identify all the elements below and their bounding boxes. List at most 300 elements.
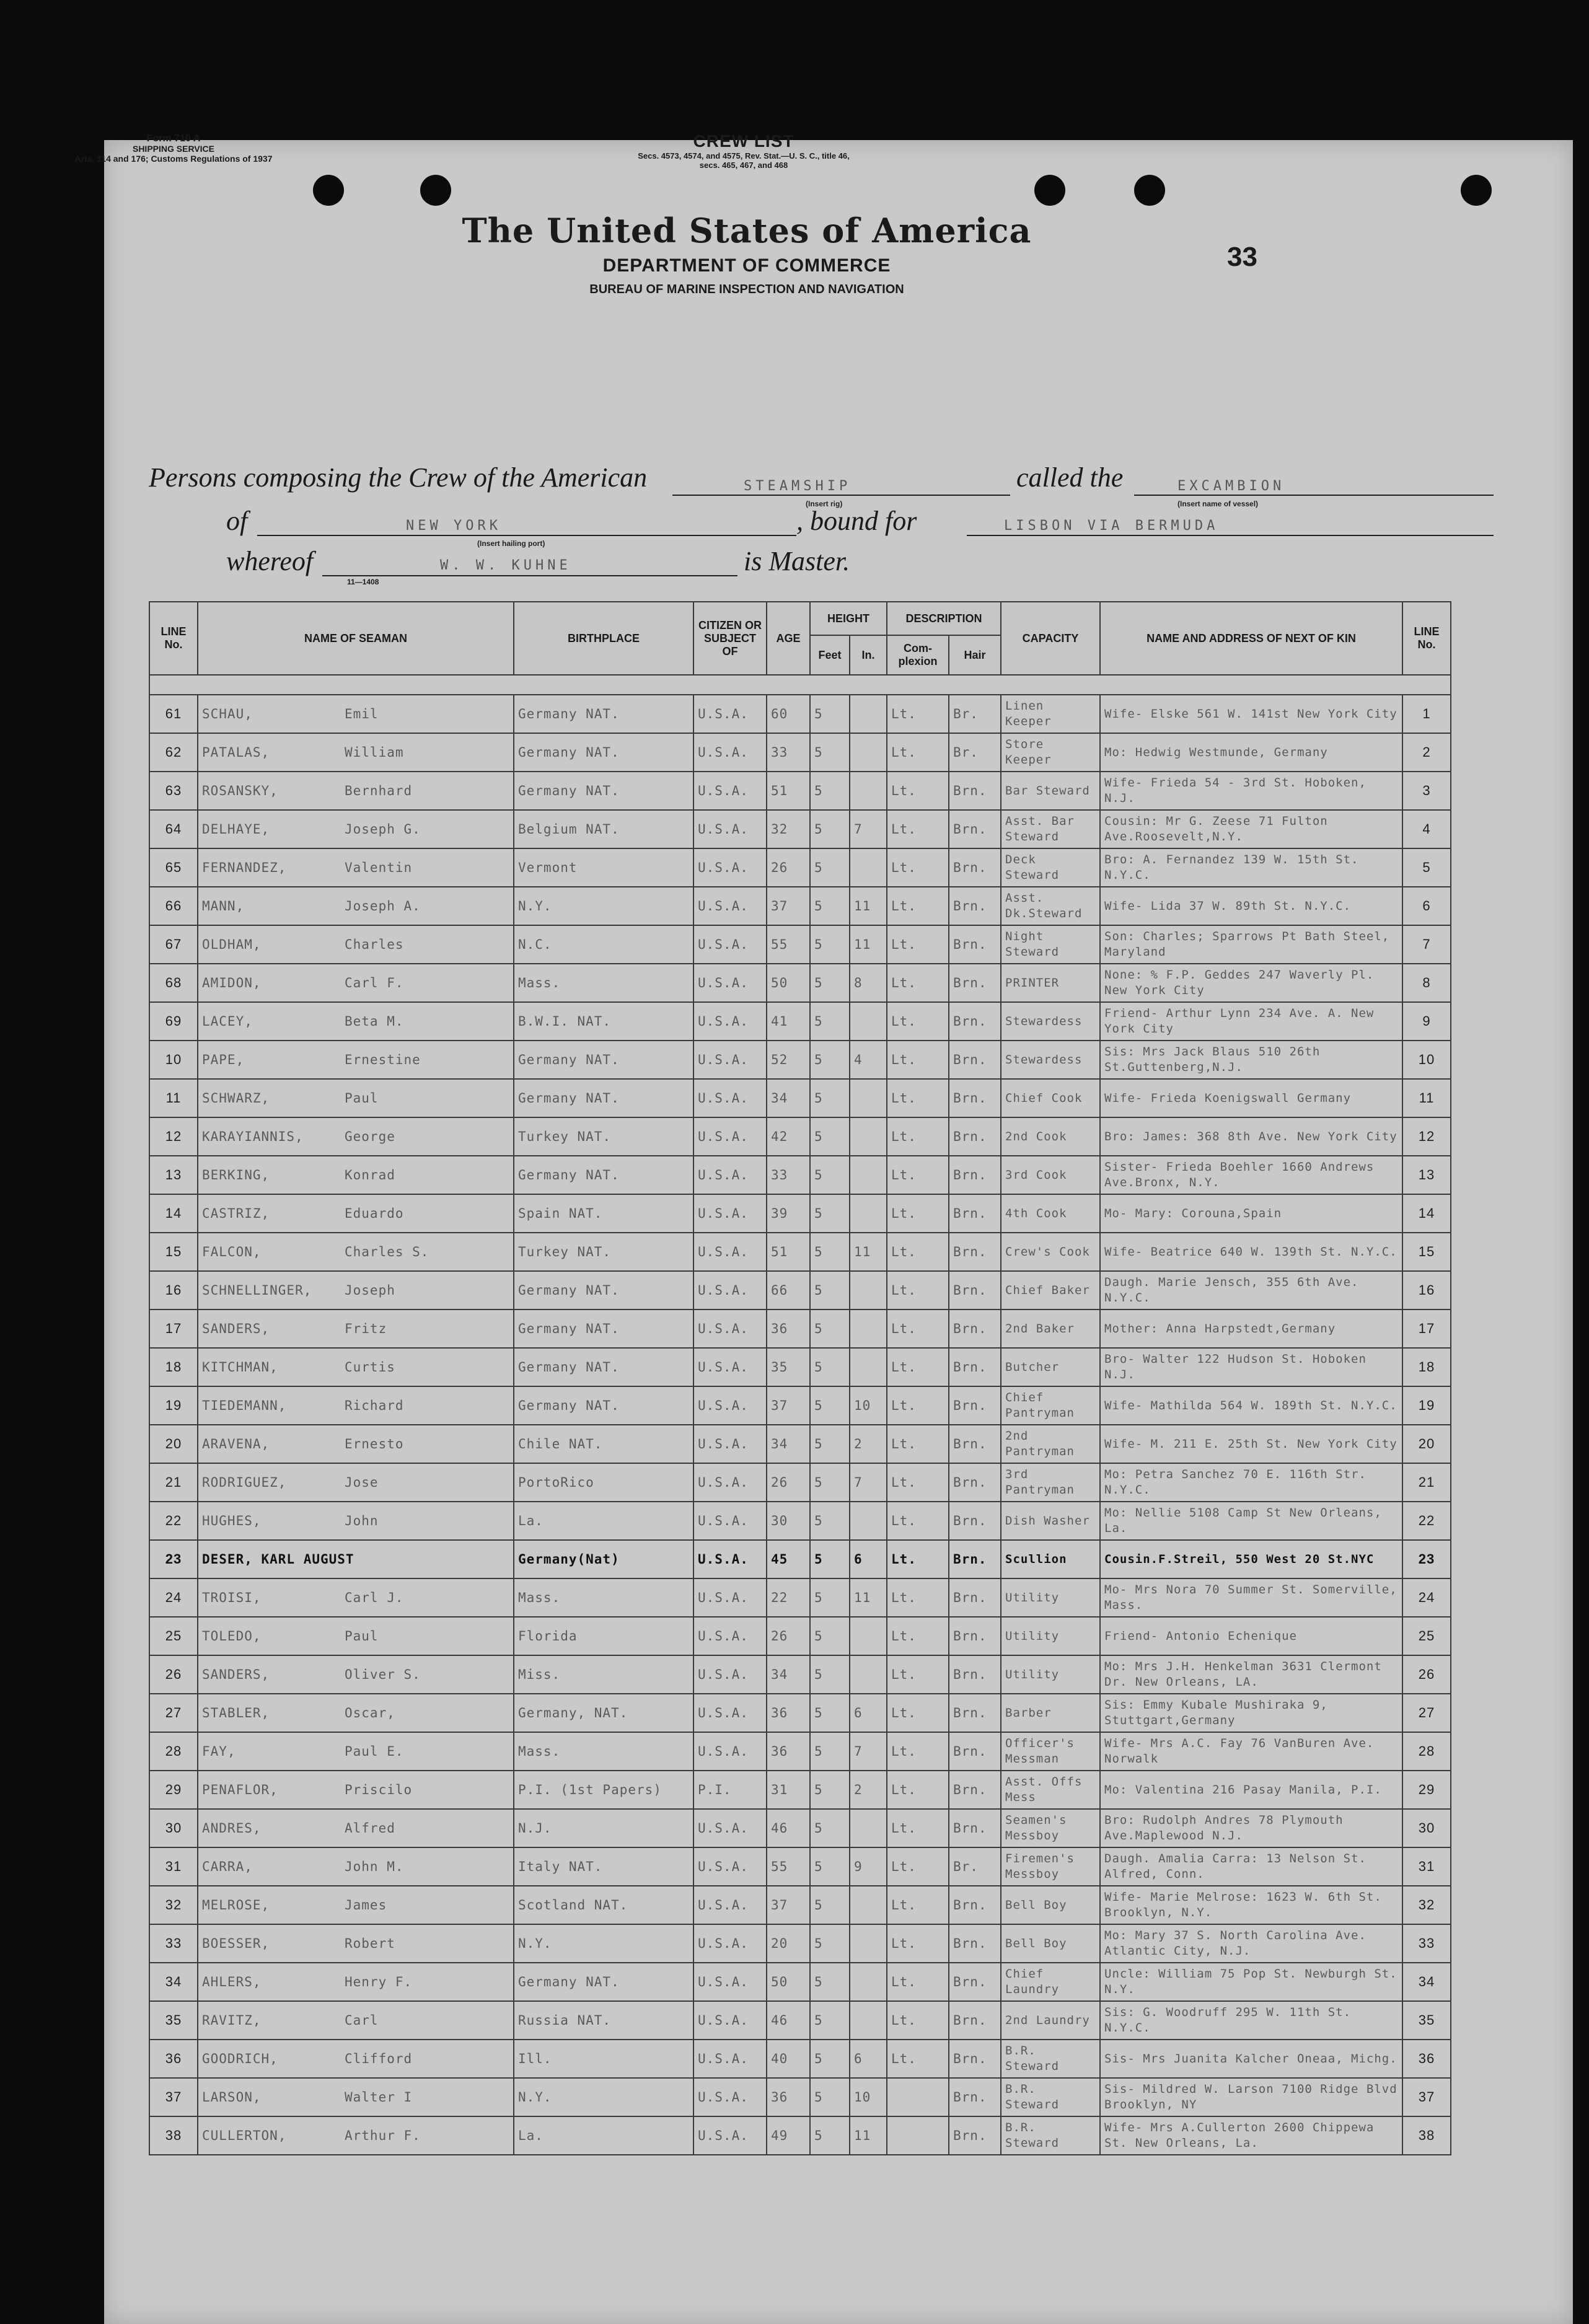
seaman-name xyxy=(198,1886,514,1924)
given-name: James xyxy=(345,1898,387,1912)
birthplace: Florida xyxy=(514,1617,693,1655)
age: 60 xyxy=(767,695,810,733)
birthplace: Germany NAT. xyxy=(514,1386,693,1425)
table-row xyxy=(149,887,1451,925)
birthplace: Germany NAT. xyxy=(514,1963,693,2001)
capacity: Firemen's Messboy xyxy=(1001,1847,1100,1886)
given-name: John M. xyxy=(345,1859,404,1874)
capacity: Deck Steward xyxy=(1001,848,1100,887)
bound-for-label: , bound for xyxy=(796,506,917,536)
age: 34 xyxy=(767,1655,810,1694)
capacity: 2nd Pantryman xyxy=(1001,1425,1100,1463)
given-name: Henry F. xyxy=(345,1974,413,1989)
birthplace: N.J. xyxy=(514,1809,693,1847)
height-feet: 5 xyxy=(810,1156,850,1194)
birthplace: Germany(Nat) xyxy=(514,1540,693,1578)
next-of-kin: None: % F.P. Geddes 247 Waverly Pl. New York City xyxy=(1100,964,1402,1002)
hair-color: Brn. xyxy=(949,1079,1001,1117)
height-feet: 5 xyxy=(810,1540,850,1578)
hair-color: Brn. xyxy=(949,1924,1001,1963)
given-name: Emil xyxy=(345,706,379,721)
line-number-left: 16 xyxy=(149,1271,198,1309)
citizenship: U.S.A. xyxy=(693,1463,767,1502)
age: 31 xyxy=(767,1771,810,1809)
birthplace: Belgium NAT. xyxy=(514,810,693,848)
surname: CASTRIZ, xyxy=(202,1206,270,1221)
capacity: Officer's Messman xyxy=(1001,1732,1100,1771)
height-feet: 5 xyxy=(810,1271,850,1309)
capacity: Butcher xyxy=(1001,1348,1100,1386)
table-row xyxy=(149,1271,1451,1309)
birthplace: La. xyxy=(514,2116,693,2155)
line-number-left: 26 xyxy=(149,1655,198,1694)
capacity: 2nd Cook xyxy=(1001,1117,1100,1156)
destination: LISBON VIA BERMUDA xyxy=(1004,518,1219,534)
line-number-right: 32 xyxy=(1402,1886,1451,1924)
of-label: of xyxy=(226,506,248,536)
table-row xyxy=(149,2040,1451,2078)
table-row xyxy=(149,1617,1451,1655)
table-row xyxy=(149,1002,1451,1041)
capacity: Dish Washer xyxy=(1001,1502,1100,1540)
height-feet: 5 xyxy=(810,1963,850,2001)
height-inches: 7 xyxy=(850,1463,887,1502)
capacity: Asst. Offs Mess xyxy=(1001,1771,1100,1809)
height-feet: 5 xyxy=(810,964,850,1002)
height-feet: 5 xyxy=(810,887,850,925)
height-feet: 5 xyxy=(810,1002,850,1041)
page-number: 33 xyxy=(1227,242,1257,272)
line-number-right: 28 xyxy=(1402,1732,1451,1771)
given-name: Oliver S. xyxy=(345,1667,421,1682)
hair-color: Brn. xyxy=(949,1194,1001,1233)
line-number-right: 1 xyxy=(1402,695,1451,733)
table-row xyxy=(149,772,1451,810)
age: 37 xyxy=(767,1386,810,1425)
seaman-name xyxy=(198,810,514,848)
seaman-name xyxy=(198,733,514,772)
given-name: Priscilo xyxy=(345,1782,413,1797)
citizenship: U.S.A. xyxy=(693,1617,767,1655)
next-of-kin: Mother: Anna Harpstedt,Germany xyxy=(1100,1309,1402,1348)
seaman-name xyxy=(198,1002,514,1041)
capacity: B.R. Steward xyxy=(1001,2116,1100,2155)
line-number-right: 30 xyxy=(1402,1809,1451,1847)
line-number-left: 68 xyxy=(149,964,198,1002)
age: 46 xyxy=(767,1809,810,1847)
surname: KARAYIANNIS, xyxy=(202,1129,304,1144)
height-inches: 11 xyxy=(850,887,887,925)
birthplace: Ill. xyxy=(514,2040,693,2078)
citizenship: U.S.A. xyxy=(693,1886,767,1924)
citizenship: U.S.A. xyxy=(693,1271,767,1309)
line-number-right: 14 xyxy=(1402,1194,1451,1233)
height-inches: 2 xyxy=(850,1771,887,1809)
height-inches xyxy=(850,695,887,733)
capacity: Bell Boy xyxy=(1001,1924,1100,1963)
line-number-left: 20 xyxy=(149,1425,198,1463)
height-inches: 4 xyxy=(850,1041,887,1079)
birthplace: Germany NAT. xyxy=(514,1079,693,1117)
line-number-right: 19 xyxy=(1402,1386,1451,1425)
hair-color: Brn. xyxy=(949,2116,1001,2155)
line-number-left: 24 xyxy=(149,1578,198,1617)
hair-color: Brn. xyxy=(949,1617,1001,1655)
height-feet: 5 xyxy=(810,1041,850,1079)
complexion: Lt. xyxy=(887,1655,949,1694)
next-of-kin: Wife- Mrs A.Cullerton 2600 Chippewa St. New Orleans, La. xyxy=(1100,2116,1402,2155)
line-number-left: 15 xyxy=(149,1233,198,1271)
line-number-left: 12 xyxy=(149,1117,198,1156)
capacity: 2nd Laundry xyxy=(1001,2001,1100,2040)
citizenship: U.S.A. xyxy=(693,1309,767,1348)
col-hair: Hair xyxy=(949,635,1001,675)
citizenship: U.S.A. xyxy=(693,1694,767,1732)
line-number-right: 22 xyxy=(1402,1502,1451,1540)
surname: PAPE, xyxy=(202,1052,245,1067)
birthplace: Germany, NAT. xyxy=(514,1694,693,1732)
height-inches xyxy=(850,772,887,810)
seaman-name xyxy=(198,1809,514,1847)
hair-color: Brn. xyxy=(949,2040,1001,2078)
seaman-name xyxy=(198,1847,514,1886)
age: 26 xyxy=(767,1617,810,1655)
hair-color: Brn. xyxy=(949,1771,1001,1809)
line-number-left: 32 xyxy=(149,1886,198,1924)
line-number-left: 67 xyxy=(149,925,198,964)
line-number-right: 33 xyxy=(1402,1924,1451,1963)
citizenship: U.S.A. xyxy=(693,1386,767,1425)
given-name: Beta M. xyxy=(345,1014,404,1029)
capacity: Bell Boy xyxy=(1001,1886,1100,1924)
line-number-left: 17 xyxy=(149,1309,198,1348)
surname: GOODRICH, xyxy=(202,2051,278,2066)
given-name: Walter I xyxy=(345,2090,413,2105)
height-inches xyxy=(850,1079,887,1117)
table-row xyxy=(149,1963,1451,2001)
next-of-kin: Mo: Valentina 216 Pasay Manila, P.I. xyxy=(1100,1771,1402,1809)
hair-color: Brn. xyxy=(949,1540,1001,1578)
table-row xyxy=(149,964,1451,1002)
height-feet: 5 xyxy=(810,1771,850,1809)
surname: FAY, xyxy=(202,1744,236,1759)
citizenship: U.S.A. xyxy=(693,1233,767,1271)
seaman-name xyxy=(198,1463,514,1502)
next-of-kin: Wife- Beatrice 640 W. 139th St. N.Y.C. xyxy=(1100,1233,1402,1271)
capacity: Stewardess xyxy=(1001,1041,1100,1079)
next-of-kin: Son: Charles; Sparrows Pt Bath Steel, Maryland xyxy=(1100,925,1402,964)
line-number-left: 13 xyxy=(149,1156,198,1194)
form-arts: Arts. 114 and 176; Customs Regulations of 1937 xyxy=(74,154,273,164)
birthplace: N.Y. xyxy=(514,2078,693,2116)
age: 50 xyxy=(767,964,810,1002)
height-inches xyxy=(850,1809,887,1847)
age: 55 xyxy=(767,1847,810,1886)
age: 26 xyxy=(767,1463,810,1502)
complexion: Lt. xyxy=(887,1309,949,1348)
table-row xyxy=(149,1847,1451,1886)
capacity: B.R. Steward xyxy=(1001,2040,1100,2078)
capacity: 3rd Pantryman xyxy=(1001,1463,1100,1502)
birthplace: Russia NAT. xyxy=(514,2001,693,2040)
persons-label: Persons composing the Crew of the American xyxy=(149,462,648,493)
line-number-right: 8 xyxy=(1402,964,1451,1002)
seaman-name xyxy=(198,1425,514,1463)
next-of-kin: Sis- Mildred W. Larson 7100 Ridge Blvd Brooklyn, NY xyxy=(1100,2078,1402,2116)
age: 26 xyxy=(767,848,810,887)
capacity: Night Steward xyxy=(1001,925,1100,964)
surname: CULLERTON, xyxy=(202,2128,287,2143)
line-number-left: 21 xyxy=(149,1463,198,1502)
height-feet: 5 xyxy=(810,1617,850,1655)
table-row xyxy=(149,1463,1451,1502)
line-number-left: 10 xyxy=(149,1041,198,1079)
citizenship: U.S.A. xyxy=(693,1540,767,1578)
height-feet: 5 xyxy=(810,1117,850,1156)
height-inches xyxy=(850,848,887,887)
complexion: Lt. xyxy=(887,1771,949,1809)
line-number-right: 25 xyxy=(1402,1617,1451,1655)
table-row xyxy=(149,1194,1451,1233)
capacity: Stewardess xyxy=(1001,1002,1100,1041)
col-line-no: LINE No. xyxy=(149,602,198,675)
surname: PENAFLOR, xyxy=(202,1782,278,1797)
complexion: Lt. xyxy=(887,1463,949,1502)
line-number-left: 31 xyxy=(149,1847,198,1886)
complexion: Lt. xyxy=(887,2040,949,2078)
complexion: Lt. xyxy=(887,1194,949,1233)
complexion: Lt. xyxy=(887,1156,949,1194)
punch-hole xyxy=(420,175,451,206)
age: 41 xyxy=(767,1002,810,1041)
given-name: Paul xyxy=(345,1629,379,1644)
seaman-name xyxy=(198,1194,514,1233)
table-row xyxy=(149,1386,1451,1425)
complexion: Lt. xyxy=(887,887,949,925)
height-inches: 9 xyxy=(850,1847,887,1886)
line-number-right: 9 xyxy=(1402,1002,1451,1041)
height-inches: 11 xyxy=(850,2116,887,2155)
table-row xyxy=(149,2001,1451,2040)
punch-hole xyxy=(313,175,344,206)
height-feet: 5 xyxy=(810,2040,850,2078)
surname: LARSON, xyxy=(202,2090,262,2105)
height-inches xyxy=(850,1117,887,1156)
height-inches xyxy=(850,1002,887,1041)
table-row xyxy=(149,1809,1451,1847)
seaman-name xyxy=(198,1617,514,1655)
capacity: Asst. Bar Steward xyxy=(1001,810,1100,848)
line-number-left: 63 xyxy=(149,772,198,810)
capacity: 3rd Cook xyxy=(1001,1156,1100,1194)
line-number-left: 37 xyxy=(149,2078,198,2116)
age: 36 xyxy=(767,1309,810,1348)
next-of-kin: Wife- Frieda 54 - 3rd St. Hoboken, N.J. xyxy=(1100,772,1402,810)
line-number-right: 15 xyxy=(1402,1233,1451,1271)
given-name: Charles xyxy=(345,937,404,952)
citizenship: U.S.A. xyxy=(693,733,767,772)
age: 55 xyxy=(767,925,810,964)
line-number-right: 29 xyxy=(1402,1771,1451,1809)
hair-color: Br. xyxy=(949,733,1001,772)
hair-color: Brn. xyxy=(949,848,1001,887)
table-row xyxy=(149,925,1451,964)
vessel-rig: STEAMSHIP xyxy=(744,478,852,494)
height-inches: 6 xyxy=(850,2040,887,2078)
height-inches xyxy=(850,1156,887,1194)
crew-table xyxy=(149,601,1451,2155)
given-name: Richard xyxy=(345,1398,404,1413)
seaman-name xyxy=(198,1732,514,1771)
line-number-left: 34 xyxy=(149,1963,198,2001)
surname: AMIDON, xyxy=(202,975,262,990)
next-of-kin: Mo: Nellie 5108 Camp St New Orleans, La. xyxy=(1100,1502,1402,1540)
age: 40 xyxy=(767,2040,810,2078)
given-name: Carl F. xyxy=(345,975,404,990)
rig-hint: (Insert rig) xyxy=(806,500,843,508)
age: 33 xyxy=(767,733,810,772)
citizenship: U.S.A. xyxy=(693,1425,767,1463)
hair-color: Brn. xyxy=(949,1041,1001,1079)
complexion: Lt. xyxy=(887,848,949,887)
line-number-left: 30 xyxy=(149,1809,198,1847)
next-of-kin: Wife- M. 211 E. 25th St. New York City xyxy=(1100,1425,1402,1463)
citizenship: U.S.A. xyxy=(693,2116,767,2155)
next-of-kin: Cousin.F.Streil, 550 West 20 St.NYC xyxy=(1100,1540,1402,1578)
hailing-port: NEW YORK xyxy=(406,518,501,534)
age: 37 xyxy=(767,1886,810,1924)
surname: FERNANDEZ, xyxy=(202,860,287,875)
height-feet: 5 xyxy=(810,925,850,964)
birthplace: P.I. (1st Papers) xyxy=(514,1771,693,1809)
surname: HUGHES, xyxy=(202,1513,262,1528)
birthplace: Chile NAT. xyxy=(514,1425,693,1463)
given-name: George xyxy=(345,1129,395,1144)
vessel-hint: (Insert name of vessel) xyxy=(1177,500,1259,508)
surname: OLDHAM, xyxy=(202,937,262,952)
height-feet: 5 xyxy=(810,1425,850,1463)
next-of-kin: Bro: A. Fernandez 139 W. 15th St. N.Y.C. xyxy=(1100,848,1402,887)
birthplace: PortoRico xyxy=(514,1463,693,1502)
height-inches: 6 xyxy=(850,1540,887,1578)
age: 50 xyxy=(767,1963,810,2001)
height-inches xyxy=(850,1309,887,1348)
birthplace: Germany NAT. xyxy=(514,1156,693,1194)
hair-color: Brn. xyxy=(949,1732,1001,1771)
table-row xyxy=(149,1502,1451,1540)
given-name: Bernhard xyxy=(345,783,413,798)
height-inches: 10 xyxy=(850,1386,887,1425)
next-of-kin: Sis: Mrs Jack Blaus 510 26th St.Guttenberg,N.J. xyxy=(1100,1041,1402,1079)
given-name: Charles S. xyxy=(345,1244,429,1259)
age: 52 xyxy=(767,1041,810,1079)
given-name: Konrad xyxy=(345,1168,395,1182)
age: 42 xyxy=(767,1117,810,1156)
citizenship: U.S.A. xyxy=(693,1117,767,1156)
table-row xyxy=(149,2078,1451,2116)
height-feet: 5 xyxy=(810,1463,850,1502)
capacity: Chief Baker xyxy=(1001,1271,1100,1309)
height-inches xyxy=(850,1924,887,1963)
line-number-right: 36 xyxy=(1402,2040,1451,2078)
height-inches xyxy=(850,1655,887,1694)
given-name: Oscar, xyxy=(345,1706,395,1720)
height-inches: 8 xyxy=(850,964,887,1002)
height-inches xyxy=(850,1963,887,2001)
birthplace: N.C. xyxy=(514,925,693,964)
surname: AHLERS, xyxy=(202,1974,262,1989)
given-name: Curtis xyxy=(345,1360,395,1375)
capacity: Bar Steward xyxy=(1001,772,1100,810)
surname: SANDERS, xyxy=(202,1667,270,1682)
capacity: Utility xyxy=(1001,1655,1100,1694)
complexion: Lt. xyxy=(887,964,949,1002)
height-feet: 5 xyxy=(810,2078,850,2116)
birthplace: B.W.I. NAT. xyxy=(514,1002,693,1041)
table-row xyxy=(149,1578,1451,1617)
line-number-left: 69 xyxy=(149,1002,198,1041)
hair-color: Brn. xyxy=(949,2078,1001,2116)
birthplace: Germany NAT. xyxy=(514,1041,693,1079)
citizenship: U.S.A. xyxy=(693,1963,767,2001)
line-number-right: 13 xyxy=(1402,1156,1451,1194)
seaman-name xyxy=(198,1348,514,1386)
height-feet: 5 xyxy=(810,1309,850,1348)
line-number-left: 27 xyxy=(149,1694,198,1732)
birthplace: Turkey NAT. xyxy=(514,1117,693,1156)
height-inches: 6 xyxy=(850,1694,887,1732)
hair-color: Brn. xyxy=(949,1502,1001,1540)
citizenship: U.S.A. xyxy=(693,1655,767,1694)
punch-hole xyxy=(1034,175,1065,206)
citizenship: U.S.A. xyxy=(693,1041,767,1079)
capacity: Crew's Cook xyxy=(1001,1233,1100,1271)
height-inches: 10 xyxy=(850,2078,887,2116)
surname: ANDRES, xyxy=(202,1821,262,1836)
height-feet: 5 xyxy=(810,772,850,810)
line-number-left: 29 xyxy=(149,1771,198,1809)
height-inches xyxy=(850,1348,887,1386)
line-number-left: 28 xyxy=(149,1732,198,1771)
seaman-name xyxy=(198,1079,514,1117)
complexion: Lt. xyxy=(887,1002,949,1041)
age: 36 xyxy=(767,1732,810,1771)
height-feet: 5 xyxy=(810,810,850,848)
hair-color: Brn. xyxy=(949,1233,1001,1271)
birthplace: Mass. xyxy=(514,1578,693,1617)
capacity: Utility xyxy=(1001,1617,1100,1655)
height-inches xyxy=(850,1271,887,1309)
line-number-left: 38 xyxy=(149,2116,198,2155)
hair-color: Brn. xyxy=(949,1271,1001,1309)
hair-color: Brn. xyxy=(949,1578,1001,1617)
height-feet: 5 xyxy=(810,1386,850,1425)
surname: BERKING, xyxy=(202,1168,270,1182)
surname: MANN, xyxy=(202,899,245,913)
next-of-kin: Wife- Frieda Koenigswall Germany xyxy=(1100,1079,1402,1117)
line-number-left: 18 xyxy=(149,1348,198,1386)
line-number-right: 12 xyxy=(1402,1117,1451,1156)
hair-color: Br. xyxy=(949,1847,1001,1886)
next-of-kin: Wife- Mrs A.C. Fay 76 VanBuren Ave. Norwalk xyxy=(1100,1732,1402,1771)
table-row xyxy=(149,1694,1451,1732)
line-number-right: 21 xyxy=(1402,1463,1451,1502)
line-number-right: 31 xyxy=(1402,1847,1451,1886)
capacity: 2nd Baker xyxy=(1001,1309,1100,1348)
called-the-label: called the xyxy=(1016,462,1124,493)
complexion: Lt. xyxy=(887,1617,949,1655)
age: 33 xyxy=(767,1156,810,1194)
